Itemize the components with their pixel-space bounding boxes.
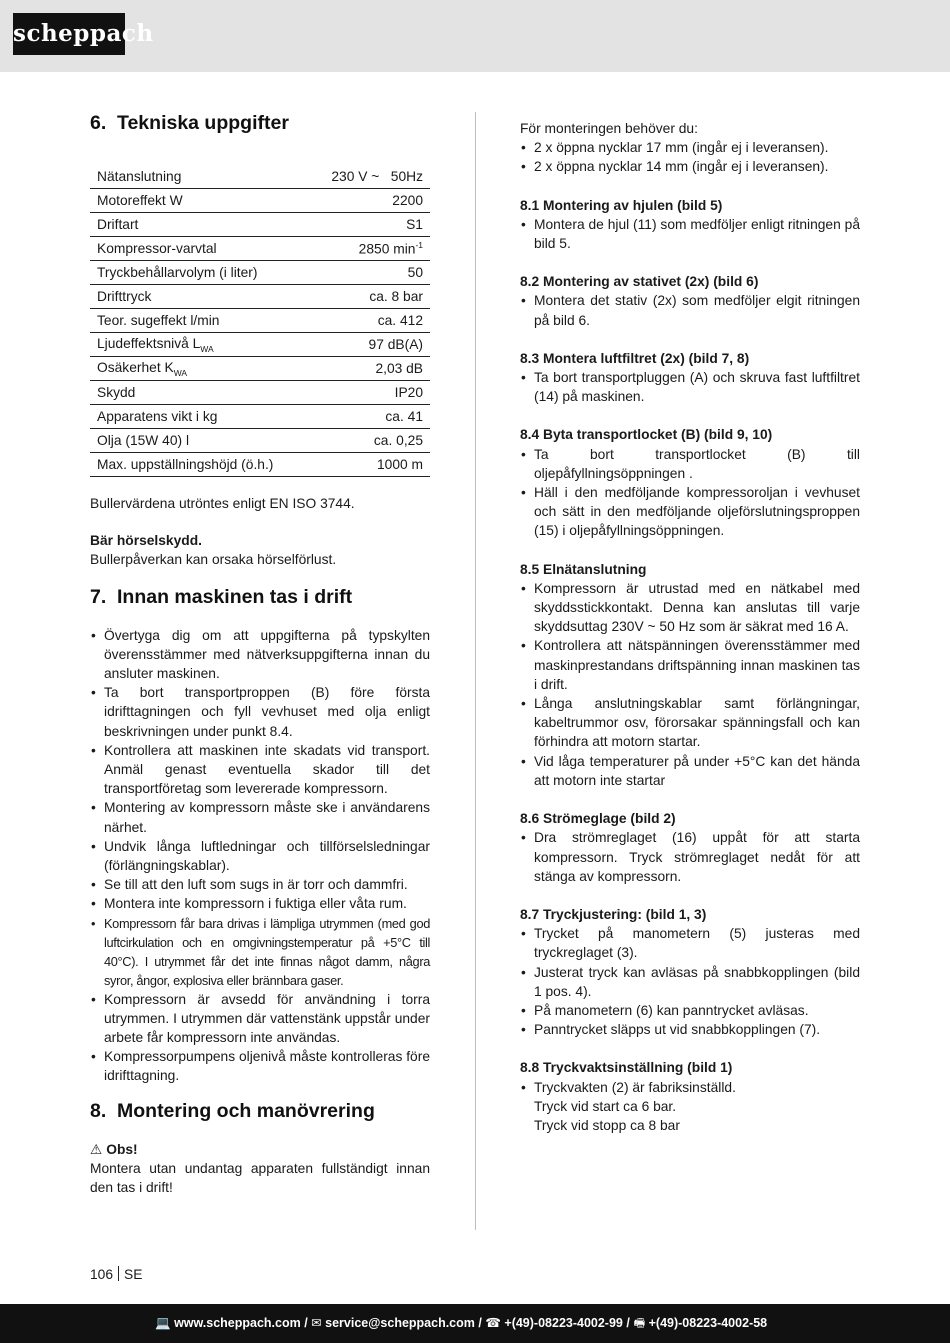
list-item: • Kontrollera att nätspänningen överensstämmer med maskinprestandans driftspänning innan maskinen tas i drift. <box>520 636 860 694</box>
list-item: • Ta bort transportproppen (B) före första idrifttagningen och fyll vevhuset med olja enligt beskrivningen under punkt 8.4. <box>90 683 430 741</box>
list-item: • Kontrollera att maskinen inte skadats vid transport. Anmäl genast eventuella skador till det transportföretag som levererade kompressorn. <box>90 741 430 799</box>
section-8-5-heading: 8.5 Elnätanslutning <box>520 561 647 577</box>
section-8-1-list <box>520 215 860 253</box>
section-8-6-list <box>520 828 860 886</box>
header-band <box>0 0 950 72</box>
list-item: • Montera de hjul (11) som medföljer enligt ritningen på bild 5. <box>520 215 860 253</box>
warning-icon: ⚠ <box>90 1141 103 1157</box>
tools-list <box>520 138 860 176</box>
list-item: • Kompressorn är utrustad med en nätkabel med skyddsstickkontakt. Denna kan anslutas till varje skyddsuttag 230V ~ 50 Hz som är säkrat med 16 A. <box>520 579 860 637</box>
tools-intro: För monteringen behöver du: <box>520 121 698 136</box>
list-item: • Vid låga temperaturer på under +5°C kan det hända att motorn inte startar <box>520 752 860 790</box>
column-divider <box>475 112 476 1230</box>
phone-icon: ☎ <box>485 1316 501 1330</box>
right-column <box>520 119 860 1135</box>
section-8-8-heading: 8.8 Tryckvaktsinställning (bild 1) <box>520 1060 733 1076</box>
list-item: • Tryckvakten (2) är fabriksinställd. Tryck vid start ca 6 bar. Tryck vid stopp ca 8 bar <box>520 1078 860 1136</box>
table-row: Osäkerhet $K_{WA}$ 2,03 dB <box>90 357 430 381</box>
list-item: • Kompressorn är avsedd för användning i torra utrymmen. I utrymmen där vattenstänk uppstår under arbete får kompressorn inte användas. <box>90 990 430 1048</box>
table-row: Skydd IP20 <box>90 381 430 405</box>
section-8-4-heading: 8.4 Byta transportlocket (B) (bild 9, 10) <box>520 427 773 443</box>
list-item: • Kompressorpumpens oljenivå måste kontrolleras före idrifttagning. <box>90 1047 430 1085</box>
section-6-heading: 6. Tekniska uppgifter <box>90 112 289 134</box>
section-8-1-heading: 8.1 Montering av hjulen (bild 5) <box>520 197 723 213</box>
section-8-6-heading: 8.6 Strömeglage (bild 2) <box>520 811 676 827</box>
list-item: • Montera det stativ (2x) som medföljer elgit ritningen på bild 6. <box>520 291 860 329</box>
hearing-protection-text: Bullerpåverkan kan orsaka hörselförlust. <box>90 552 337 568</box>
list-item: • 2 x öppna nycklar 14 mm (ingår ej i leveransen). <box>520 157 860 176</box>
table-row: Nätanslutning 230 V ~ 50Hz <box>90 165 430 189</box>
table-row: Kompressor-varvtal 2850 $\min^{-1}$ <box>90 237 430 261</box>
section-8-3-list <box>520 368 860 406</box>
section-8-2-list <box>520 291 860 329</box>
section-8-3-heading: 8.3 Montera luftfiltret (2x) (bild 7, 8) <box>520 350 750 366</box>
list-item: • Häll i den medföljande kompressoroljan i vevhuset och sätt in den medföljande oljeförslutningsproppen (15) i oljepåfyllningsöppningen. <box>520 483 860 541</box>
list-item: • Ta bort transportpluggen (A) och skruva fast luftfiltret (14) på maskinen. <box>520 368 860 406</box>
table-row: Drifttryck ca. 8 bar <box>90 285 430 309</box>
table-row: Motoreffekt W 2200 <box>90 189 430 213</box>
footer-website-link[interactable]: www.scheppach.com / <box>174 1316 308 1330</box>
list-item: • Panntrycket släpps ut vid snabbkopplingen (7). <box>520 1020 860 1039</box>
list-item: • Övertyga dig om att uppgifterna på typskylten överensstämmer med nätverksuppgifterna innan du ansluter maskinen. <box>90 626 430 684</box>
list-item: • Dra strömreglaget (16) uppåt för att starta kompressorn. Tryck strömreglaget nedåt för att stänga av kompressorn. <box>520 828 860 886</box>
page-number: 106 SE <box>90 1267 143 1282</box>
list-item: • Långa anslutningskablar samt förlängningar, kabeltrummor osv, förorsakar spänningsfall och kan förhindra att motorn startar. <box>520 694 860 752</box>
list-item: • Ta bort transportlocket (B) till oljepåfyllningsöppningen . <box>520 445 860 483</box>
list-item: • 2 x öppna nycklar 17 mm (ingår ej i leveransen). <box>520 138 860 157</box>
section-8-7-heading: 8.7 Tryckjustering: (bild 1, 3) <box>520 906 707 922</box>
list-item: • Montera inte kompressorn i fuktiga eller våta rum. <box>90 894 430 913</box>
computer-icon: 💻 <box>155 1316 171 1330</box>
list-item: • Kompressorn får bara drivas i lämpliga utrymmen (med god luftcirkulation och en omgivningstemperatur på +5°C till 40°C). I utrymmet får det inte finnas något damm, några syror, ångor, explosiva eller brännbara gaser. <box>90 914 430 990</box>
page-separator <box>118 1266 119 1281</box>
list-item: • Se till att den luft som sugs in är torr och dammfri. <box>90 875 430 894</box>
section-8-8-list <box>520 1078 860 1136</box>
table-row: Olja (15W 40) l ca. 0,25 <box>90 429 430 453</box>
list-item: • Montering av kompressorn måste ske i användarens närhet. <box>90 798 430 836</box>
footer-bar <box>0 1304 950 1343</box>
footer-contacts <box>155 1304 767 1343</box>
list-item: • På manometern (6) kan panntrycket avläsas. <box>520 1001 860 1020</box>
spec-table <box>90 165 430 477</box>
section-8-heading: 8. Montering och manövrering <box>90 1099 375 1122</box>
footer-email-link[interactable]: service@scheppach.com / <box>325 1316 482 1330</box>
list-item: • Undvik långa luftledningar och tillförselsledningar (förlängningskablar). <box>90 837 430 875</box>
footer-fax: +(49)-08223-4002-58 <box>648 1316 768 1330</box>
obs-text: Montera utan undantag apparaten fullständigt innan den tas i drift! <box>90 1160 430 1196</box>
table-row: Teor. sugeffekt l/min ca. 412 <box>90 309 430 333</box>
table-row: Tryckbehållarvolym (i liter) 50 <box>90 261 430 285</box>
hearing-protection-heading: Bär hörselskydd. <box>90 533 202 549</box>
section-7-list <box>90 626 430 1086</box>
table-row: Ljudeffektsnivå $L_{WA}$ 97 dB(A) <box>90 333 430 357</box>
list-item: • Trycket på manometern (5) justeras med tryckreglaget (3). <box>520 924 860 962</box>
obs-heading: ⚠ Obs! <box>90 1140 430 1159</box>
section-8-4-list <box>520 445 860 541</box>
scheppach-logo: scheppach <box>13 13 125 55</box>
mail-icon: ✉ <box>311 1316 322 1330</box>
table-row: Apparatens vikt i kg ca. 41 <box>90 405 430 429</box>
section-8-2-heading: 8.2 Montering av stativet (2x) (bild 6) <box>520 274 759 290</box>
section-8-5-list <box>520 579 860 790</box>
section-7-heading: 7. Innan maskinen tas i drift <box>90 585 353 608</box>
fax-icon: 🖷 <box>633 1316 646 1330</box>
list-item: • Justerat tryck kan avläsas på snabbkopplingen (bild 1 pos. 4). <box>520 963 860 1001</box>
section-8-7-list <box>520 924 860 1039</box>
footer-phone: +(49)-08223-4002-99 / <box>504 1316 630 1330</box>
left-column <box>90 112 430 1197</box>
table-row: Driftart S1 <box>90 213 430 237</box>
noise-note: Bullervärdena utröntes enligt EN ISO 3744. <box>90 496 355 511</box>
table-row: Max. uppställningshöjd (ö.h.) 1000 m <box>90 453 430 477</box>
